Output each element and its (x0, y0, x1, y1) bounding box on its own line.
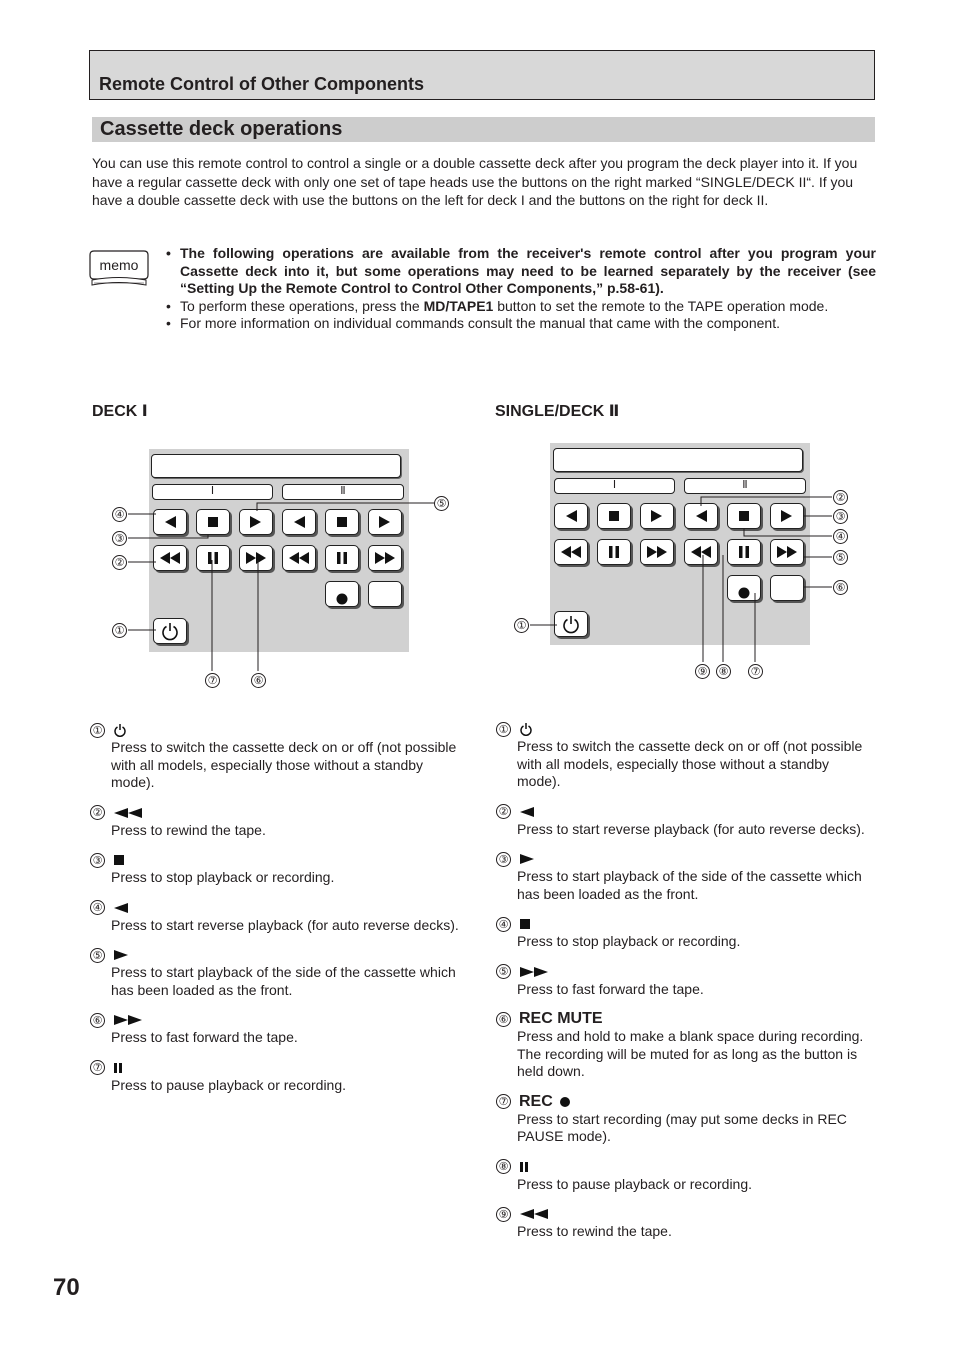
deck2-callout-2: ② (833, 489, 848, 505)
item-description: Press to start reverse playback (for auto reverse decks). (111, 916, 459, 933)
item-number: ⑨ (496, 1207, 511, 1222)
description-item-header (90, 946, 470, 964)
deck2-callout-6: ⑥ (833, 579, 848, 595)
item-number: ③ (496, 852, 511, 867)
deck2-selector-deck1[interactable]: Ⅰ (554, 478, 675, 494)
deck1-deck2-play-button[interactable] (368, 509, 402, 535)
deck1-callout-3: ③ (112, 530, 127, 546)
deck1-record-button[interactable] (325, 581, 359, 607)
reverse-play-icon (163, 515, 177, 529)
item-description: Press to rewind the tape. (111, 821, 266, 838)
pause-icon (207, 551, 219, 565)
deck2-record-button[interactable] (727, 575, 761, 601)
rewind-icon (113, 807, 143, 819)
deck2-display (553, 448, 803, 472)
description-item-header (90, 899, 470, 917)
stop-icon (336, 516, 348, 528)
stop-icon (207, 516, 219, 528)
item-number: ⑥ (496, 1012, 511, 1027)
item-number: ⑥ (90, 1013, 105, 1028)
deck1-callout-6: ⑥ (251, 672, 266, 688)
description-item-header (496, 1205, 876, 1223)
description-item (90, 804, 470, 840)
rewind-icon (519, 1208, 549, 1220)
item-description: Press to rewind the tape. (517, 1223, 672, 1239)
description-item-header (496, 963, 876, 981)
memo-list (164, 245, 876, 333)
rewind-icon (690, 545, 712, 559)
deck1-rewind-button[interactable] (153, 545, 187, 571)
deck2-play-button[interactable] (770, 503, 804, 529)
description-item-header (496, 1010, 876, 1028)
deck2-selector-deck2[interactable]: Ⅱ (684, 478, 806, 494)
deck1-title: DECK Ⅰ (92, 403, 148, 420)
pause-icon (336, 551, 348, 565)
play-icon (378, 515, 392, 529)
stop-icon (113, 854, 125, 866)
item-description: Press to switch the cassette deck on or off (not possible with all models, especially those without a standby mode). (111, 739, 457, 790)
deck1-fast-forward-button[interactable] (239, 545, 273, 571)
stop-icon (519, 918, 531, 930)
description-item-header (90, 851, 470, 869)
reverse-play-icon (113, 902, 129, 914)
deck2-description-list (496, 720, 876, 1253)
deck2-callout-3: ③ (833, 508, 848, 524)
deck1-description-list (90, 721, 470, 1106)
item-description: Press to fast forward the tape. (517, 980, 704, 997)
play-icon (650, 509, 664, 523)
description-item (496, 1158, 876, 1194)
pause-icon (608, 545, 620, 559)
deck2-power-button[interactable] (554, 611, 588, 637)
fast-forward-icon (776, 545, 798, 559)
item-number: ② (496, 804, 511, 819)
item-number: ③ (90, 853, 105, 868)
memo-item-3: • For more information on individual commands consult the manual that came with the component. (164, 315, 876, 333)
description-item (496, 720, 876, 791)
deck2-callout-5: ⑤ (833, 549, 848, 565)
description-item-header (90, 1011, 470, 1029)
reverse-play-icon (694, 509, 708, 523)
description-item (496, 1093, 876, 1146)
item-number: ⑦ (496, 1094, 511, 1109)
play-icon (249, 515, 263, 529)
item-number: ① (90, 723, 105, 738)
description-item (90, 899, 470, 935)
deck1-deck2-reverse-play-button[interactable] (282, 509, 316, 535)
item-number: ④ (90, 900, 105, 915)
description-item (496, 963, 876, 999)
deck1-deck2-rewind-button[interactable] (282, 545, 316, 571)
deck1-callout-2: ② (112, 554, 127, 570)
description-item (496, 1205, 876, 1241)
description-item-header (496, 850, 876, 868)
deck1-deck2-pause-button[interactable] (325, 545, 359, 571)
power-icon (160, 621, 180, 641)
rewind-icon (288, 551, 310, 565)
item-description: Press and hold to make a blank space during recording. The recording will be muted for as long as the button is held down. (517, 1028, 864, 1079)
deck1-deck2-fast-forward-button[interactable] (368, 545, 402, 571)
pause-icon (519, 1161, 529, 1173)
fast-forward-icon (374, 551, 396, 565)
deck1-selector-deck1[interactable]: Ⅰ (152, 484, 273, 500)
deck2-deck1-pause-button[interactable] (597, 539, 631, 565)
deck2-rewind-button[interactable] (684, 539, 718, 565)
memo-item-2: • To perform these operations, press the MD/TAPE1 button to set the remote to the TAPE operation mode. (164, 298, 876, 316)
deck2-deck1-stop-button[interactable] (597, 503, 631, 529)
record-icon (737, 586, 751, 600)
description-item-header (496, 1093, 876, 1111)
deck2-deck1-fast-forward-button[interactable] (640, 539, 674, 565)
deck1-deck2-stop-button[interactable] (325, 509, 359, 535)
item-description: Press to switch the cassette deck on or off (not possible with all models, especially those without a standby mode). (517, 738, 863, 789)
deck1-stop-button[interactable] (196, 509, 230, 535)
deck2-deck1-play-button[interactable] (640, 503, 674, 529)
description-item-header (496, 915, 876, 933)
description-item (90, 1059, 470, 1095)
power-icon (113, 723, 127, 737)
description-item (496, 1010, 876, 1081)
deck2-pause-button[interactable] (727, 539, 761, 565)
description-item-header (496, 803, 876, 821)
description-item-header (90, 804, 470, 822)
deck2-reverse-play-button[interactable] (684, 503, 718, 529)
deck2-title: SINGLE/DECK Ⅱ (495, 403, 620, 420)
item-number: ② (90, 805, 105, 820)
pause-icon (738, 545, 750, 559)
item-description: Press to start reverse playback (for auto reverse decks). (517, 820, 865, 837)
deck1-selector-deck2[interactable]: Ⅱ (282, 484, 404, 500)
item-description: Press to start playback of the side of the cassette which has been loaded as the front. (517, 868, 862, 902)
item-label: REC MUTE (519, 1010, 603, 1028)
fast-forward-icon (519, 966, 549, 978)
section-title: Cassette deck operations (100, 118, 343, 140)
deck2-deck1-reverse-play-button[interactable] (554, 503, 588, 529)
deck1-power-button[interactable] (153, 618, 187, 644)
memo-icon (88, 249, 150, 289)
deck1-callout-5: ⑤ (434, 495, 449, 511)
item-label: REC (519, 1092, 553, 1110)
play-icon (519, 853, 535, 865)
reverse-play-icon (519, 806, 535, 818)
rewind-icon (560, 545, 582, 559)
rewind-icon (159, 551, 181, 565)
deck1-display (151, 454, 401, 478)
item-description: Press to pause playback or recording. (517, 1175, 753, 1192)
item-number: ④ (496, 917, 511, 932)
description-item (90, 946, 470, 999)
description-item-header (496, 1158, 876, 1176)
item-number: ⑤ (496, 964, 511, 979)
description-item-header (90, 1059, 470, 1077)
item-number: ⑧ (496, 1159, 511, 1174)
deck1-rec-mute-button[interactable] (368, 581, 402, 607)
fast-forward-icon (245, 551, 267, 565)
pause-icon (113, 1062, 123, 1074)
item-number: ⑦ (90, 1060, 105, 1075)
description-item-header (496, 720, 876, 738)
item-description: Press to pause playback or recording. (111, 1076, 347, 1093)
item-description: Press to fast forward the tape. (111, 1029, 298, 1045)
deck2-deck1-rewind-button[interactable] (554, 539, 588, 565)
deck2-rec-mute-button[interactable] (770, 575, 804, 601)
item-number: ① (496, 722, 511, 737)
page-number: 70 (53, 1274, 80, 1301)
description-item (90, 851, 470, 887)
power-icon (561, 614, 581, 634)
description-item (496, 915, 876, 951)
item-description: Press to start recording (may put some decks in REC PAUSE mode). (517, 1110, 847, 1144)
item-description: Press to stop playback or recording. (517, 933, 741, 949)
power-icon (519, 722, 533, 736)
record-icon (335, 592, 349, 606)
deck1-callout-7: ⑦ (205, 672, 220, 688)
reverse-play-icon (564, 509, 578, 523)
stop-icon (738, 510, 750, 522)
item-number: ⑤ (90, 948, 105, 963)
deck2-callout-9: ⑨ (695, 663, 710, 679)
reverse-play-icon (292, 515, 306, 529)
item-description: Press to stop playback or recording. (111, 869, 335, 885)
description-item (90, 721, 470, 792)
intro-paragraph: You can use this remote control to control a single or a double cassette deck after you program the deck player into it. If you have a regular cassette deck with only one set of tape heads use the buttons on the right marked “SINGLE/DECK II“. If you have a double cassette deck with use the buttons on the left for deck I and the buttons on the right for deck II. (92, 155, 858, 208)
description-item (496, 850, 876, 903)
deck2-callout-8: ⑧ (716, 663, 731, 679)
description-item (496, 803, 876, 839)
deck2-callout-7: ⑦ (748, 663, 763, 679)
description-item-header (90, 721, 470, 739)
memo-item-1: • The following operations are available from the receiver's remote control after you program your Cassette deck into it, but some operations may need to be learned separately by the receiver (see “Setting Up the Remote Control to Control Other Components,” p.58-61). (164, 245, 876, 298)
play-icon (113, 949, 129, 961)
deck1-callout-1: ① (112, 622, 127, 638)
svg-text:memo: memo (99, 257, 139, 273)
deck1-play-button[interactable] (239, 509, 273, 535)
fast-forward-icon (646, 545, 668, 559)
deck2-fast-forward-button[interactable] (770, 539, 804, 565)
deck1-reverse-play-button[interactable] (153, 509, 187, 535)
deck1-callout-4: ④ (112, 506, 127, 522)
deck2-callout-4: ④ (833, 528, 848, 544)
fast-forward-icon (113, 1014, 143, 1026)
deck2-stop-button[interactable] (727, 503, 761, 529)
stop-icon (608, 510, 620, 522)
deck1-pause-button[interactable] (196, 545, 230, 571)
description-item (90, 1011, 470, 1047)
item-description: Press to start playback of the side of the cassette which has been loaded as the front. (111, 964, 456, 998)
record-icon (559, 1096, 571, 1108)
play-icon (780, 509, 794, 523)
deck2-callout-1: ① (514, 617, 529, 633)
header-title: Remote Control of Other Components (99, 74, 424, 94)
